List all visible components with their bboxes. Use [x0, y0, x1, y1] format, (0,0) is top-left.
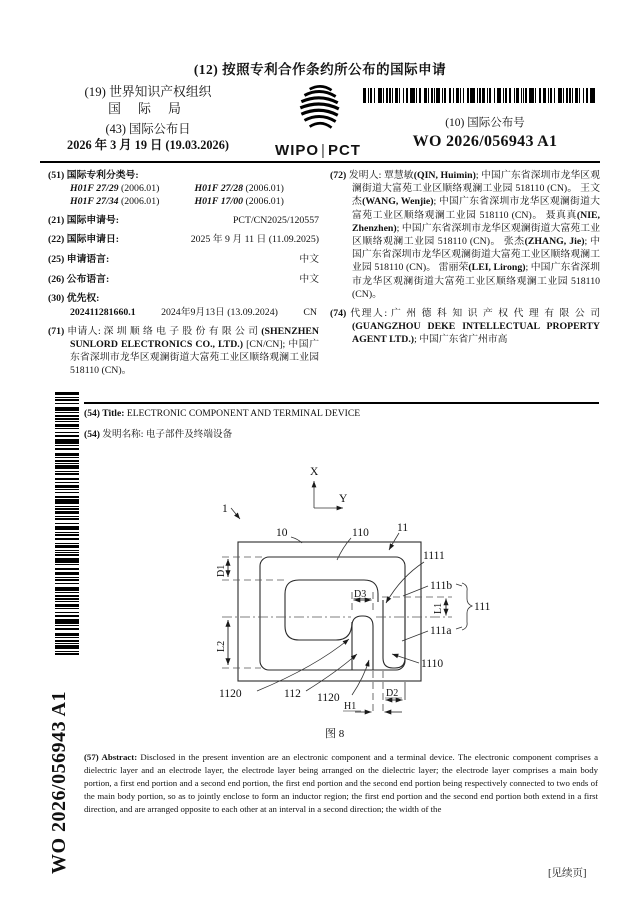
filing-date-row: (22) 国际申请日: 2025 年 9 月 11 日 (11.09.2025)	[48, 234, 319, 246]
x-axis-label: X	[310, 466, 319, 478]
figure-label-111: 111	[474, 601, 491, 613]
figure-label-111a: 111a	[430, 625, 452, 637]
figure-label-11: 11	[397, 522, 409, 534]
abstract-label: (57) Abstract:	[84, 752, 141, 762]
header-divider	[40, 161, 600, 163]
figure-caption: 图 8	[325, 728, 345, 740]
biblio-right-column	[330, 169, 600, 353]
title-cn-line: (54) 发明名称: 电子部件及终端设备	[84, 429, 233, 441]
application-number-row: (21) 国际申请号: PCT/CN2025/120557	[48, 214, 319, 226]
figure-label-1120-right: 1120	[317, 692, 340, 704]
pub-date: 2026 年 3 月 19 日 (19.03.2026)	[67, 138, 229, 153]
figure-label-1120-left: 1120	[219, 688, 242, 700]
first-end-portion	[352, 616, 373, 670]
ipc-code: H01F 27/28 (2006.01)	[194, 183, 284, 195]
bibliographic-section	[48, 169, 600, 402]
publication-number-block	[372, 114, 598, 151]
top-barcode	[363, 88, 597, 103]
abstract-text: Disclosed in the present invention are an electronic component and a terminal device. The electronic component comprises a dielectric layer and an electrode layer, the electrode layer being arranged on the dielectric layer; the electrode layer comprises a main body portion, a first end portion and a second end portion, the first end portion and the second end portion being respectively connected to two ends of the main body portion, so as to jointly enclose to form an inductor region; the first end portion and the second end portion both extend in a first direction, and are arranged opposite to each other at an interval in a second direction; the width of the	[84, 752, 598, 814]
dim-label-D3: D3	[354, 589, 367, 600]
figure-label-1: 1	[222, 503, 228, 515]
wipo-pct-wordmark: WIPO | PCT	[275, 142, 361, 159]
dim-label-D2: D2	[386, 688, 399, 699]
ipc-code: H01F 27/34 (2006.01)	[70, 196, 160, 208]
second-end-portion	[383, 600, 405, 668]
dim-label-D1: D1	[216, 564, 227, 577]
y-axis-label: Y	[339, 493, 348, 505]
title-en-line: (54) Title: ELECTRONIC COMPONENT AND TERMINAL DEVICE	[84, 408, 361, 419]
figure-label-110: 110	[352, 527, 369, 539]
dim-label-L2: L2	[216, 640, 227, 652]
figure-label-111b: 111b	[430, 580, 453, 592]
figure-label-1111: 1111	[423, 550, 445, 562]
applicant-paragraph: (71) 申请人: 深 圳 顺 络 电 子 股 份 有 限 公 司 (SHENZHEN SUNLORD ELECTRONICS CO., LTD.) [CN/CN]; 中国广东省深圳市龙华区观澜街道大富苑工业区顺络观澜工业园 518110 (CN)。	[48, 325, 320, 377]
agent-paragraph: (74) 代理人: 广 州 德 科 知 识 产 权 代 理 有 限 公 司 (GUANGZHOU DEKE INTELLECTUAL PROPERTY AGENT LTD.); 中国广东省广州市高	[330, 308, 600, 346]
dielectric-outline	[238, 542, 421, 681]
ipc-code: H01F 17/00 (2006.01)	[194, 196, 284, 208]
title-section	[84, 408, 599, 442]
figure-label-112: 112	[284, 688, 301, 700]
dim-label-H1: H1	[344, 701, 357, 712]
wipo-globe-icon	[291, 84, 345, 136]
priority-data-row: 202411281660.1 2024年9月13日 (13.09.2024) CN	[70, 306, 317, 318]
pub-date-label: (43) 国际公布日	[105, 122, 191, 137]
figure-label-10: 10	[276, 527, 288, 539]
figure-label-1110: 1110	[421, 658, 444, 670]
org-name: (19) 世界知识产权组织	[84, 85, 212, 99]
publication-language-row: (26) 公布语言: 中文	[48, 273, 319, 285]
document-type-line: (12) 按照专利合作条约所公布的国际申请	[193, 62, 447, 77]
issuing-org-block	[42, 84, 254, 154]
filing-language-row: (25) 申请语言: 中文	[48, 254, 319, 266]
dim-label-L1: L1	[433, 602, 444, 614]
org-bureau: 国 际 局	[108, 101, 188, 116]
pub-no-label: (10) 国际公布号	[445, 117, 525, 129]
brace-111	[462, 583, 472, 630]
ipc-code: H01F 27/29 (2006.01)	[70, 183, 160, 195]
vertical-pub-no: WO 2026/056943 A1	[48, 691, 70, 874]
figure-8-drawing	[205, 452, 500, 744]
ipc-label: (51) 国际专利分类号:	[48, 170, 139, 181]
side-barcode	[55, 392, 79, 659]
pub-no: WO 2026/056943 A1	[412, 133, 558, 150]
continuation-note: [见续页]	[548, 868, 587, 879]
title-divider	[84, 402, 599, 404]
abstract-paragraph	[84, 751, 598, 816]
priority-label: (30) 优先权:	[48, 293, 100, 305]
wipo-logo	[256, 84, 380, 159]
inventors-paragraph: (72) 发明人: 覃慧敏(QIN, Huimin); 中国广东省深圳市龙华区观澜街道大富苑工业区顺络观澜工业园 518110 (CN)。 王文杰(WANG, Wenjie); 中国广东省深圳市龙华区观澜街道大富苑工业区顺络观澜工业园 518110 (CN)。 聂真真(NIE, Zhenzhen); 中国广东省深圳市龙华区观澜街道大富苑工业区顺络观澜工业园 518110 (CN)。 张杰(ZHANG, Jie); 中国广东省深圳市龙华区观澜街道大富苑工业区顺络观澜工业园 518110 (CN)。 雷丽荣(LEI, Lirong); 中国广东省深圳市龙华区观澜街道大富苑工业区顺络观澜工业园 518110 (CN)。	[330, 170, 600, 300]
ipc-codes	[48, 182, 319, 208]
biblio-left-column	[48, 169, 319, 384]
